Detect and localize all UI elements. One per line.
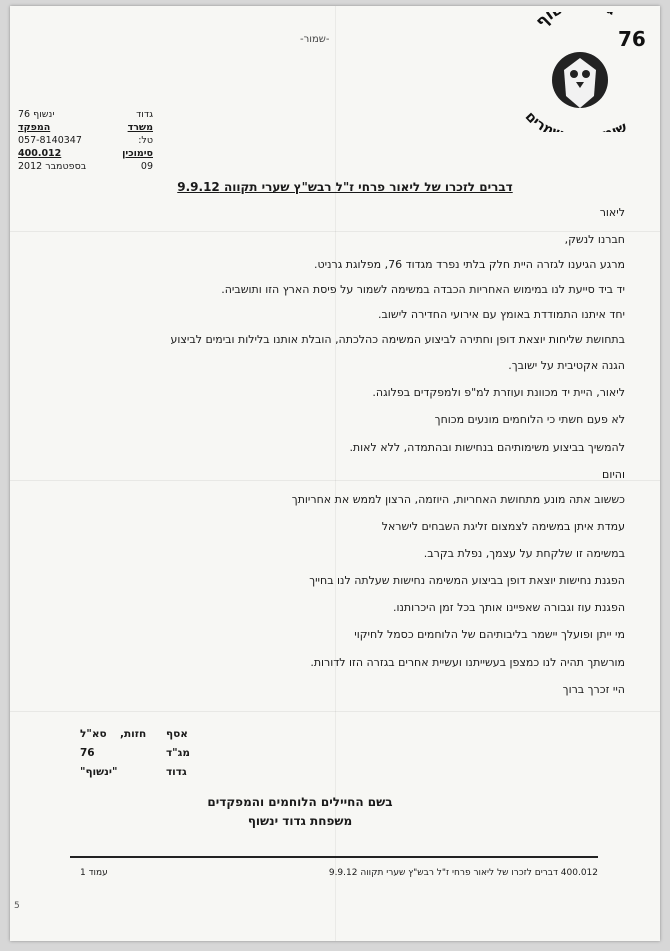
footer-divider: [70, 856, 598, 858]
meta-label: משרד: [127, 122, 153, 133]
body-line: הפגנת עוז וגבורה שאפיינו אותך בכל זמן היכרותנו.: [393, 601, 625, 614]
signer-role: מג"ד: [166, 747, 190, 759]
svg-text:שומרי אש שמרים: [522, 109, 630, 132]
signer-unit-name: "ינשוף": [80, 766, 118, 778]
body-line: כששוב אתה מונע מתחושת האחריות, היוזמה, הרצון לממש את אחריותך: [291, 493, 625, 506]
body-line: מרגע הגיענו לגזרה היית חלק בלתי נפרד מגדוד 76, מפלוגת גרניט.: [314, 258, 625, 271]
signer-first-name: אסף: [166, 728, 188, 740]
body-line: ליאור: [599, 206, 625, 219]
meta-value: ינשוף 76: [18, 109, 55, 120]
meta-value: המפקד: [18, 122, 51, 133]
body-line: היי זכרך ברוך: [562, 683, 625, 696]
owl-emblem-icon: [490, 12, 660, 132]
signer-last-name: חזות,: [120, 728, 147, 740]
body-line: עמדת איתן במשימה לצמצום זליגת השבחים לישראל: [381, 520, 625, 533]
meta-label: טל:: [138, 135, 153, 146]
logo-number: 76: [618, 27, 646, 51]
body-line: חברנו לנשק,: [564, 233, 625, 246]
meta-label: סימוכין: [122, 148, 153, 159]
signer-battalion-number: 76: [80, 747, 95, 759]
page-number: עמוד 1: [80, 868, 108, 878]
body-line: והיום: [602, 468, 625, 481]
signer-rank: סא"ל: [80, 728, 107, 740]
letterhead-details: [18, 108, 153, 173]
body-line: להמשיך בביצוע משימותיהם בנחישות ובהתמדה, ללא לאות.: [349, 441, 625, 454]
body-line: ליאור, היית יד מכוונת ועוזרת למ"פ ולמפקדים בפלוגה.: [372, 386, 625, 399]
closing-line-2: משפחת גדוד ינשוף: [247, 814, 353, 828]
body-line: יחד איתנו התמודדת באומץ עם אירועי החדירה לישוב.: [378, 308, 625, 321]
footer-reference: 400.012 דברים לזכרו של ליאור פרחי ז"ל רבש"ץ שערי תקווה 9.9.12: [328, 868, 598, 878]
meta-value: בספטמבר 2012: [18, 161, 87, 172]
classification-label: -שמור-: [300, 34, 330, 45]
logo-bottom-text: שו מרים: [521, 108, 630, 132]
meta-value: 057-8140347: [18, 135, 82, 146]
body-line: במשימה זו שלקחת על עצמך, נפלת בקרב.: [423, 547, 625, 560]
page-title: דברים לזכרו של ליאור פרחי ז"ל רבש"ץ שערי תקווה 9.9.12: [177, 180, 513, 194]
meta-label: 09: [140, 161, 153, 172]
logo-top-text: וף: [531, 12, 557, 31]
body-line: לא פעם חשתי כי הלוחמים מונעים מכוחך: [434, 413, 625, 426]
body-line: הגנה אקטיבית על ישובך.: [508, 359, 625, 372]
meta-value: 400.012: [18, 148, 62, 159]
page-mark: 5: [14, 901, 20, 911]
body-line: מי ייתן ופועלך יישמר בליבותיהם של הלוחמים כסמל לחיקוי: [354, 628, 625, 641]
closing-line-1: בשם החיילים הלוחמים והמפקדים: [207, 795, 393, 809]
body-line: יד ביד סייעת לנו במימוש האחריות הכבדה במשימה לשמור על פיסת הארץ הזו ותושביה.: [221, 283, 625, 296]
body-line: מורשתך תהיה לנו כמצפן בעשייתנו ועשיית אחרים בגזרה הזו לדורות.: [310, 656, 625, 669]
battalion-logo: [490, 12, 660, 132]
meta-label: גדוד: [136, 109, 153, 120]
body-line: הפגנת נחישות יוצאת דופן בביצוע המשימה נחישות שעלתה לנו בחייך: [309, 574, 625, 587]
signer-unit: גדוד: [166, 766, 187, 778]
svg-text:גדוד ינשוף: [531, 12, 619, 31]
body-line: בתחושת שליחות יוצאת דופן וחתירה לביצוע המשימה כהלכתה, הובלת אותנו בלילות ובימים לביצוע: [170, 333, 625, 346]
